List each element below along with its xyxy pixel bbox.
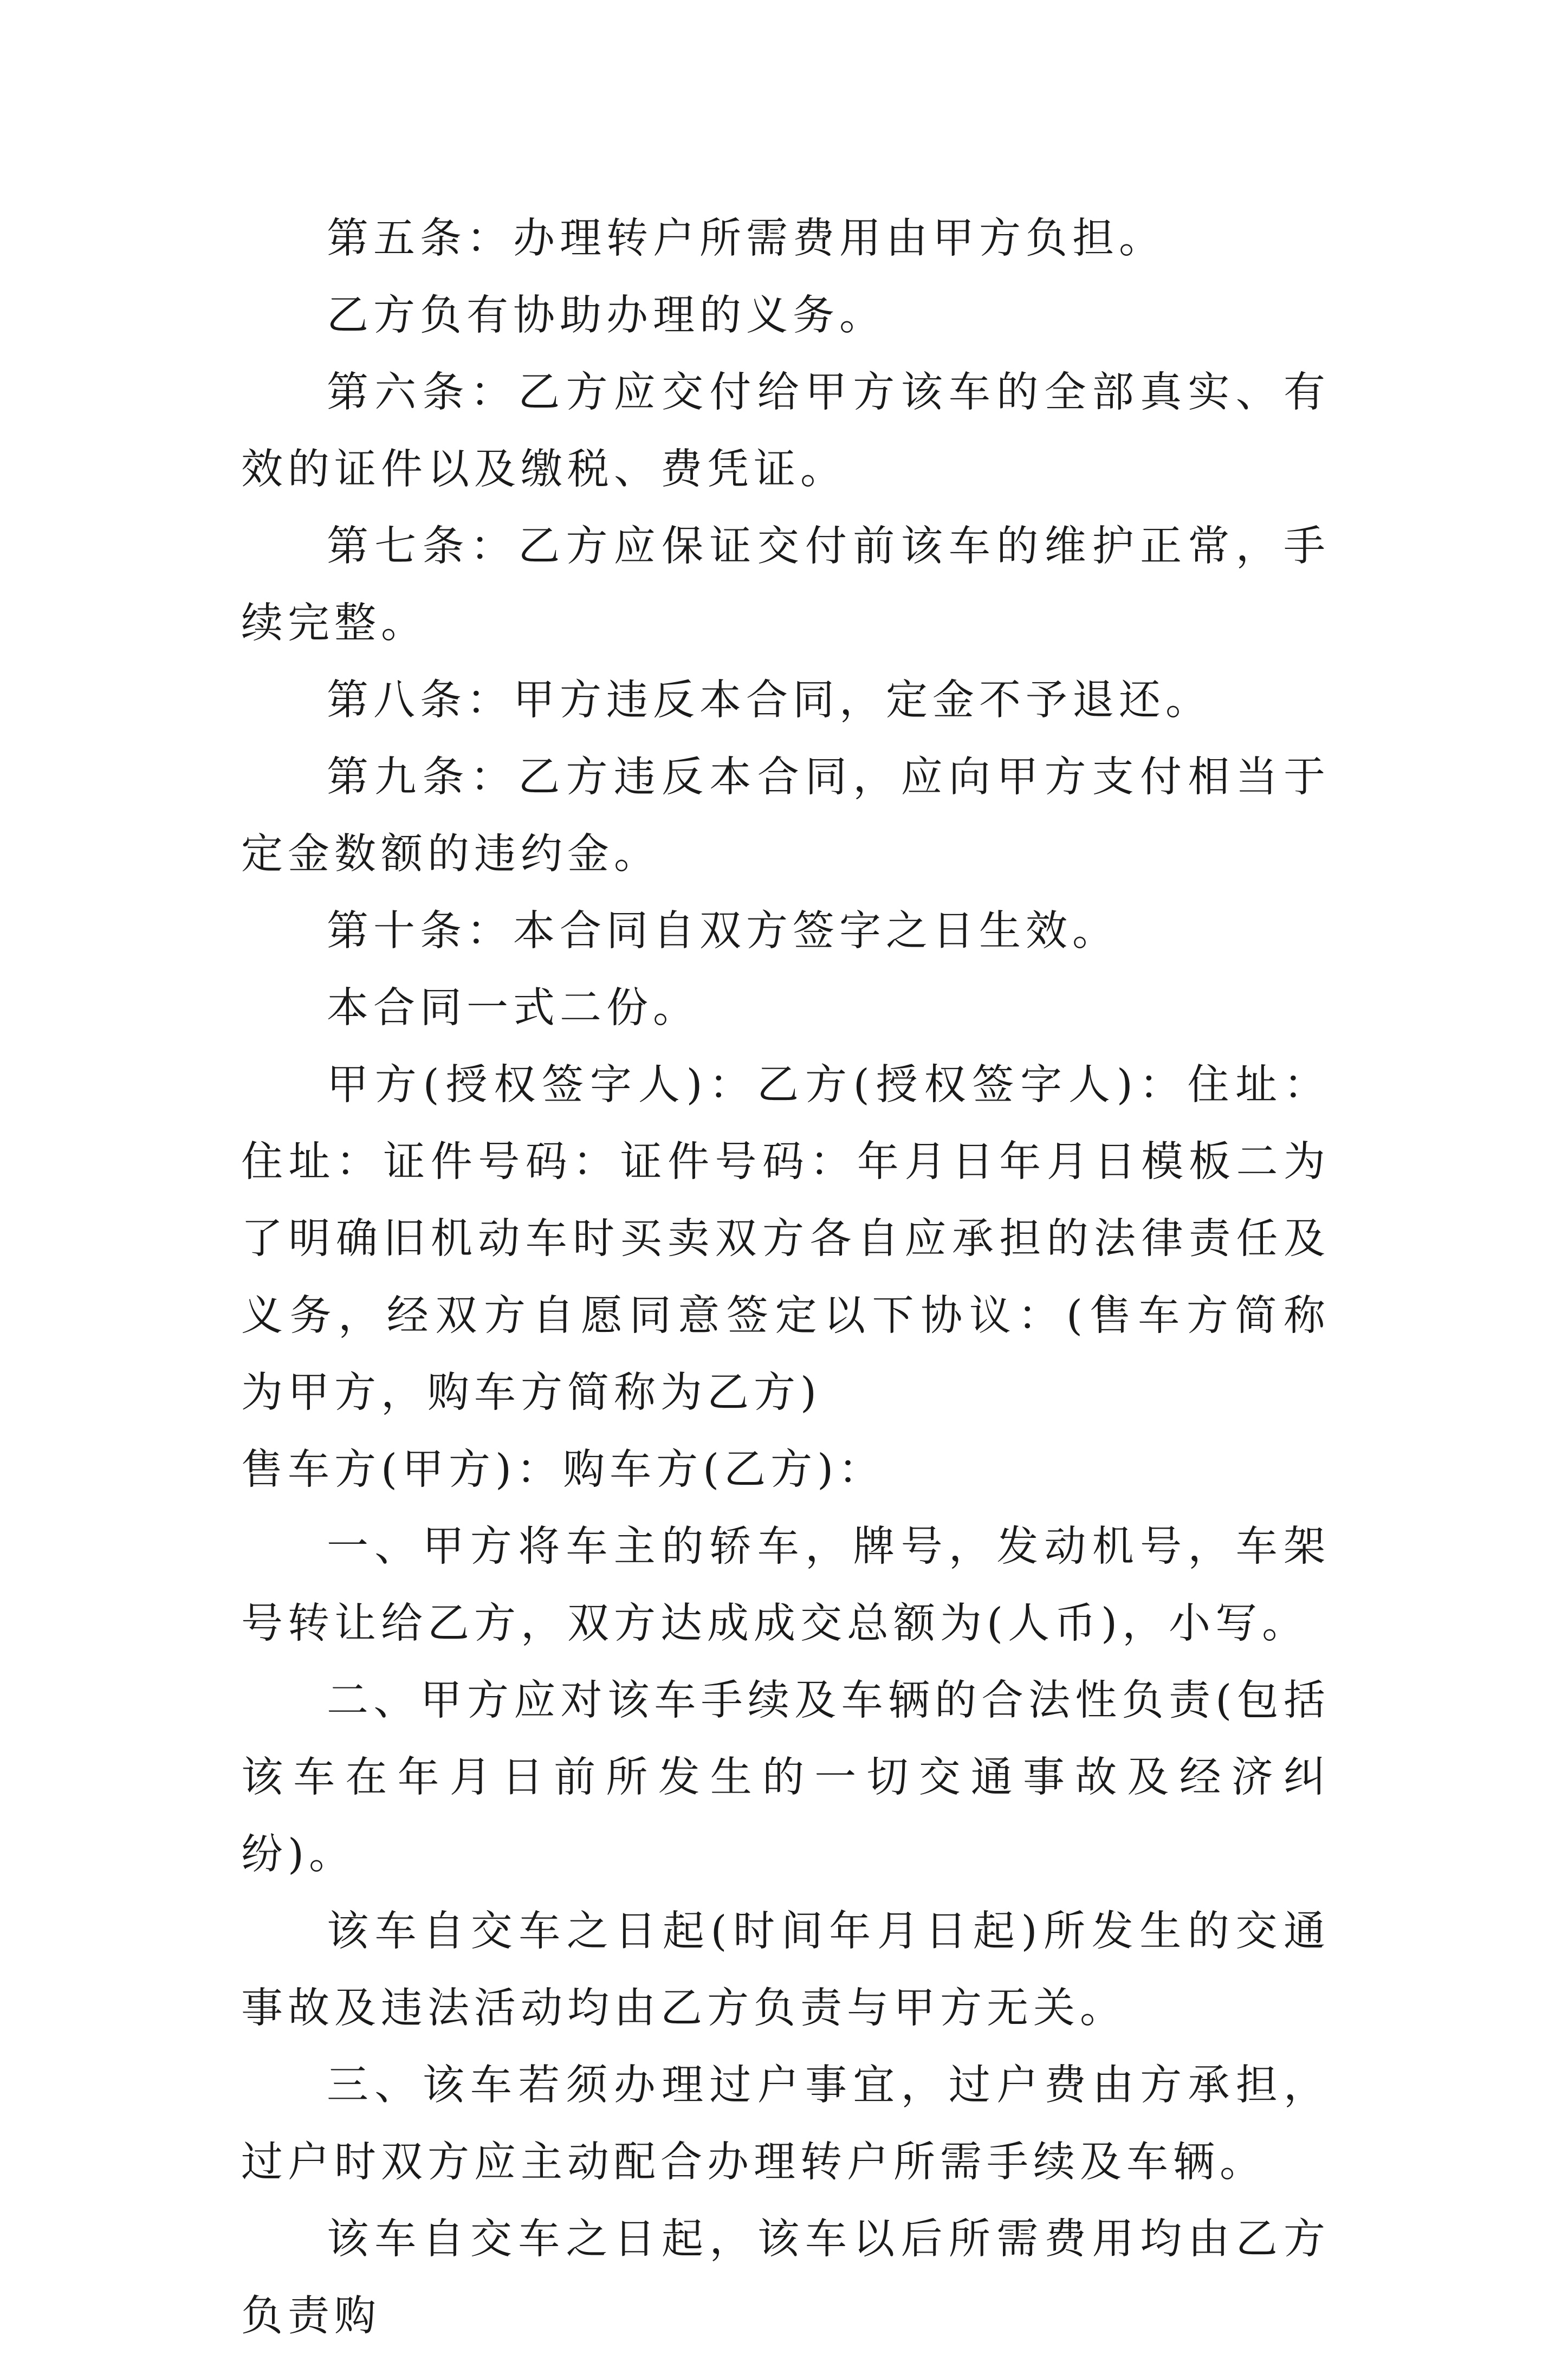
copies-note: 本合同一式二份。 xyxy=(327,984,699,1032)
parties-line: 售车方(甲方)：购车方(乙方)： xyxy=(241,1446,885,1494)
clause-10: 第十条：本合同自双方签字之日生效。 xyxy=(327,907,1119,955)
signature-and-template-two-intro: 甲方(授权签字人)：乙方(授权签字人)：住址：住址：证件号码：证件号码：年月日年月日模板二为了明确旧机动车时买卖双方各自应承担的法律责任及义务，经双方自愿同意签定以下协议：(售车方简称为甲方，购车方简称为乙方) xyxy=(241,1061,1330,1417)
article-1: 一、甲方将车主的轿车，牌号，发动机号，车架号转让给乙方，双方达成成交总额为(人币)，小写。 xyxy=(241,1523,1330,1648)
article-3: 三、该车若须办理过户事宜，过户费由方承担，过户时双方应主动配合办理转户所需手续及车辆。 xyxy=(241,2061,1330,2186)
clause-5: 第五条：办理转户所需费用由甲方负担。 xyxy=(327,215,1165,263)
article-2-supplement: 该车自交车之日起(时间年月日起)所发生的交通事故及违法活动均由乙方负责与甲方无关。 xyxy=(241,1907,1330,2033)
clause-7: 第七条：乙方应保证交付前该车的维护正常，手续完整。 xyxy=(241,522,1330,648)
clause-5-supplement: 乙方负有协助办理的义务。 xyxy=(327,292,886,340)
article-3-supplement: 该车自交车之日起，该车以后所需费用均由乙方负责购 xyxy=(241,2215,1330,2340)
article-2: 二、甲方应对该车手续及车辆的合法性负责(包括该车在年月日前所发生的一切交通事故及经济纠纷)。 xyxy=(241,1677,1330,1879)
document-body xyxy=(241,200,1330,2355)
clause-8: 第八条：甲方违反本合同，定金不予退还。 xyxy=(327,676,1212,724)
clause-9: 第九条：乙方违反本合同，应向甲方支付相当于定金数额的违约金。 xyxy=(241,753,1330,878)
clause-6: 第六条：乙方应交付给甲方该车的全部真实、有效的证件以及缴税、费凭证。 xyxy=(241,368,1330,494)
